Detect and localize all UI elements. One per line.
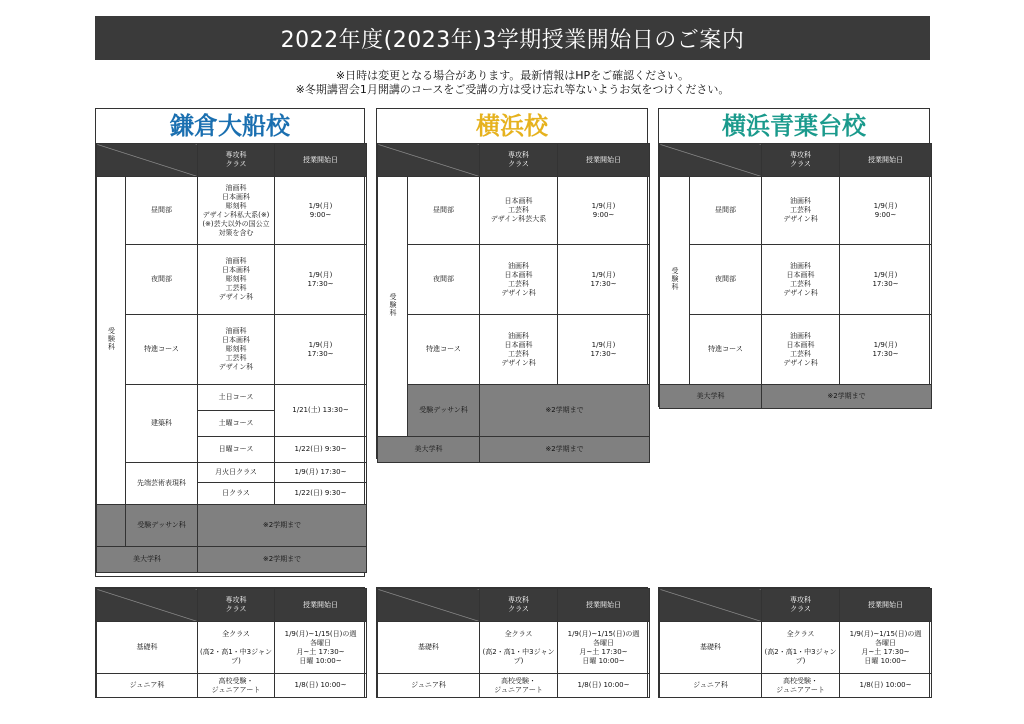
row-label-kiso: 基礎科 xyxy=(97,622,198,674)
row-label-bidai: 美大学科 xyxy=(97,547,198,573)
row-label-bidai: 美大学科 xyxy=(660,385,762,409)
classes-chukan: 日本画科 工芸科 デザイン科芸大系 xyxy=(480,177,558,245)
row-label-kiso: 基礎科 xyxy=(378,622,480,674)
juken-label: 受験科 xyxy=(660,177,690,385)
col-header-start: 授業開始日 xyxy=(275,144,367,177)
row-label-sentan: 先端芸術表現科 xyxy=(126,463,198,505)
note-bidai: ※2学期まで xyxy=(480,437,650,463)
school-name-yokohama: 横浜校 xyxy=(476,112,548,140)
date-junior: 1/8(日) 10:00~ xyxy=(558,674,650,698)
schedule-table-aoba xyxy=(659,143,932,409)
date-kiso: 1/9(月)~1/15(日)の週 各曜日 月~土 17:30~ 日曜 10:00~ xyxy=(840,622,932,674)
date-kenchiku-sat: 1/21(土) 13:30~ xyxy=(275,385,367,437)
class-kiso: 全クラス (高2・高1・中3ジャンプ) xyxy=(762,622,840,674)
row-label-dessin: 受験デッサン科 xyxy=(126,505,198,547)
juken-label: 受験科 xyxy=(97,177,126,505)
col-header-start: 授業開始日 xyxy=(840,589,932,622)
row-label-junior: ジュニア科 xyxy=(660,674,762,698)
date-junior: 1/8(日) 10:00~ xyxy=(840,674,932,698)
header-diagonal-cell xyxy=(97,589,198,622)
school-name-kamakura: 鎌倉大船校 xyxy=(170,112,290,140)
col-header-major: 専攻科 クラス xyxy=(480,589,558,622)
classes-yakan: 油画科 日本画科 彫刻科 工芸科 デザイン科 xyxy=(198,245,275,315)
dessin-spacer xyxy=(97,505,126,547)
class-nichiyou: 日曜コース xyxy=(198,437,275,463)
date-kenchiku-sun: 1/22(日) 9:30~ xyxy=(275,437,367,463)
class-kiso: 全クラス (高2・高1・中3ジャンプ) xyxy=(480,622,558,674)
classes-chukan: 油画科 工芸科 デザイン科 xyxy=(762,177,840,245)
class-doyou: 土曜コース xyxy=(198,411,275,437)
school-name-aoba: 横浜青葉台校 xyxy=(722,112,866,140)
col-header-start: 授業開始日 xyxy=(558,589,650,622)
col-header-major: 専攻科 クラス xyxy=(198,144,275,177)
col-header-major: 専攻科 クラス xyxy=(762,589,840,622)
row-label-bidai: 美大学科 xyxy=(378,437,480,463)
note-bidai: ※2学期まで xyxy=(762,385,932,409)
classes-chukan: 油画科 日本画科 彫刻科 デザイン科私大系(※) (※)芸大以外の国公立 対策を含む xyxy=(198,177,275,245)
col-header-start: 授業開始日 xyxy=(275,589,367,622)
date-tokushin: 1/9(月) 17:30~ xyxy=(275,315,367,385)
row-label-tokushin: 特進コース xyxy=(690,315,762,385)
page-title: 2022年度(2023年)3学期授業開始日のご案内 xyxy=(95,16,930,60)
date-tokushin: 1/9(月) 17:30~ xyxy=(558,315,650,385)
classes-tokushin: 油画科 日本画科 工芸科 デザイン科 xyxy=(480,315,558,385)
row-label-chukan: 昼間部 xyxy=(690,177,762,245)
notice-line-2: ※冬期講習会1月開講のコースをご受講の方は受け忘れ等ないようお気をつけください。 xyxy=(295,83,730,96)
date-sentan-1: 1/9(月) 17:30~ xyxy=(275,463,367,483)
class-nichi: 日クラス xyxy=(198,483,275,505)
date-yakan: 1/9(月) 17:30~ xyxy=(840,245,932,315)
row-label-yakan: 夜間部 xyxy=(126,245,198,315)
lower-panel-yokohama xyxy=(376,587,648,698)
schedule-table-kamakura xyxy=(96,143,367,573)
date-yakan: 1/9(月) 17:30~ xyxy=(275,245,367,315)
class-kiso: 全クラス (高2・高1・中3ジャンプ) xyxy=(198,622,275,674)
classes-yakan: 油画科 日本画科 工芸科 デザイン科 xyxy=(762,245,840,315)
schedule-table-yokohama xyxy=(377,143,650,463)
date-yakan: 1/9(月) 17:30~ xyxy=(558,245,650,315)
row-label-yakan: 夜間部 xyxy=(408,245,480,315)
lower-table-kamakura xyxy=(96,588,367,698)
row-label-junior: ジュニア科 xyxy=(97,674,198,698)
col-header-start: 授業開始日 xyxy=(558,144,650,177)
date-chukan: 1/9(月) 9:00~ xyxy=(275,177,367,245)
row-label-junior: ジュニア科 xyxy=(378,674,480,698)
row-label-chukan: 昼間部 xyxy=(126,177,198,245)
row-label-yakan: 夜間部 xyxy=(690,245,762,315)
lower-panel-aoba xyxy=(658,587,930,698)
col-header-start: 授業開始日 xyxy=(840,144,932,177)
row-label-chukan: 昼間部 xyxy=(408,177,480,245)
header-diagonal-cell xyxy=(378,144,480,177)
col-header-major: 専攻科 クラス xyxy=(762,144,840,177)
header-diagonal-cell xyxy=(660,589,762,622)
class-gekkanichi: 月火日クラス xyxy=(198,463,275,483)
juken-label: 受験科 xyxy=(378,177,408,437)
note-dessin: ※2学期まで xyxy=(480,385,650,437)
header-diagonal-cell xyxy=(660,144,762,177)
panel-yokohama xyxy=(376,108,648,459)
notice-line-1: ※日時は変更となる場合があります。最新情報はHPをご確認ください。 xyxy=(335,69,690,82)
col-header-major: 専攻科 クラス xyxy=(480,144,558,177)
header-diagonal-cell xyxy=(97,144,198,177)
class-donichi: 土日コース xyxy=(198,385,275,411)
row-label-tokushin: 特進コース xyxy=(408,315,480,385)
date-kiso: 1/9(月)~1/15(日)の週 各曜日 月~土 17:30~ 日曜 10:00~ xyxy=(558,622,650,674)
date-sentan-2: 1/22(日) 9:30~ xyxy=(275,483,367,505)
class-junior: 高校受験・ ジュニアアート xyxy=(198,674,275,698)
note-dessin: ※2学期まで xyxy=(198,505,367,547)
date-chukan: 1/9(月) 9:00~ xyxy=(840,177,932,245)
date-chukan: 1/9(月) 9:00~ xyxy=(558,177,650,245)
col-header-major: 専攻科 クラス xyxy=(198,589,275,622)
row-label-dessin: 受験デッサン科 xyxy=(408,385,480,437)
row-label-kenchiku: 建築科 xyxy=(126,385,198,463)
lower-table-yokohama xyxy=(377,588,650,698)
lower-table-aoba xyxy=(659,588,932,698)
lower-panel-kamakura xyxy=(95,587,365,698)
class-junior: 高校受験・ ジュニアアート xyxy=(480,674,558,698)
date-kiso: 1/9(月)~1/15(日)の週 各曜日 月~土 17:30~ 日曜 10:00~ xyxy=(275,622,367,674)
classes-tokushin: 油画科 日本画科 彫刻科 工芸科 デザイン科 xyxy=(198,315,275,385)
classes-tokushin: 油画科 日本画科 工芸科 デザイン科 xyxy=(762,315,840,385)
date-tokushin: 1/9(月) 17:30~ xyxy=(840,315,932,385)
panel-kamakura xyxy=(95,108,365,577)
row-label-kiso: 基礎科 xyxy=(660,622,762,674)
header-diagonal-cell xyxy=(378,589,480,622)
class-junior: 高校受験・ ジュニアアート xyxy=(762,674,840,698)
classes-yakan: 油画科 日本画科 工芸科 デザイン科 xyxy=(480,245,558,315)
date-junior: 1/8(日) 10:00~ xyxy=(275,674,367,698)
panel-aoba xyxy=(658,108,930,407)
row-label-tokushin: 特進コース xyxy=(126,315,198,385)
note-bidai: ※2学期まで xyxy=(198,547,367,573)
